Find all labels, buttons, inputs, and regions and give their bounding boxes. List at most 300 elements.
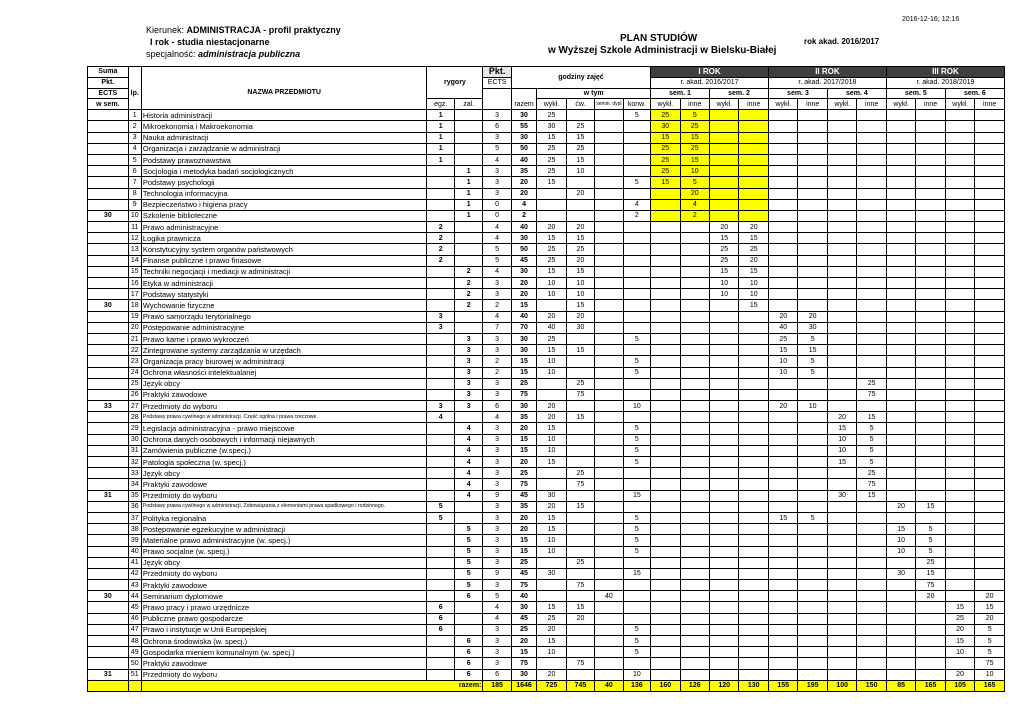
cell-s4-inne: 25	[857, 378, 886, 389]
plan-title: PLAN STUDIÓW	[620, 33, 698, 44]
cell-s5-inne: 25	[916, 557, 945, 568]
cell-egz	[427, 210, 454, 221]
cell-lp: 31	[128, 445, 141, 456]
cell-s1-wykl	[651, 479, 680, 490]
cell-wykl	[537, 468, 566, 479]
cell-s1-wykl: 30	[651, 121, 680, 132]
cell-konw	[623, 345, 650, 356]
total-razem: 1646	[511, 680, 536, 691]
cell-s2-inne	[739, 501, 769, 512]
cell-s4-inne	[857, 300, 886, 311]
cell-nazwa: Przedmioty do wyboru	[141, 669, 427, 680]
cell-s4-wykl	[827, 289, 856, 300]
cell-suma	[88, 166, 129, 177]
cell-s4-inne: 75	[857, 479, 886, 490]
cell-lp: 38	[128, 524, 141, 535]
cell-wykl: 10	[537, 434, 566, 445]
cell-zal	[454, 501, 482, 512]
cell-egz	[427, 490, 454, 501]
cell-egz	[427, 333, 454, 344]
cell-semin	[595, 535, 623, 546]
cell-s6-inne: 20	[975, 613, 1005, 624]
cell-s6-wykl	[945, 512, 974, 523]
total-s4-wykl: 100	[827, 680, 856, 691]
cell-suma	[88, 311, 129, 322]
cell-s6-wykl	[945, 345, 974, 356]
cell-cw	[566, 568, 594, 579]
cell-s3-inne	[798, 210, 827, 221]
cell-egz: 1	[427, 121, 454, 132]
header-sem-2: sem. 2	[710, 88, 769, 99]
cell-s5-wykl	[886, 143, 915, 154]
cell-s3-inne	[798, 412, 827, 423]
cell-s3-wykl	[768, 557, 797, 568]
col-egz: egz.	[427, 99, 454, 110]
cell-zal: 6	[454, 669, 482, 680]
cell-s2-inne	[739, 524, 769, 535]
cell-lp: 44	[128, 591, 141, 602]
cell-razem: 20	[511, 278, 536, 289]
cell-lp: 35	[128, 490, 141, 501]
cell-lp: 13	[128, 244, 141, 255]
cell-s4-inne	[857, 255, 886, 266]
cell-konw	[623, 255, 650, 266]
cell-pkt: 4	[483, 613, 511, 624]
cell-s3-inne	[798, 121, 827, 132]
table-row	[88, 188, 1005, 199]
cell-suma	[88, 222, 129, 233]
total-s4-inne: 150	[857, 680, 886, 691]
cell-s4-inne	[857, 110, 886, 121]
cell-wykl: 15	[537, 132, 566, 143]
cell-lp: 27	[128, 401, 141, 412]
cell-zal	[454, 613, 482, 624]
cell-semin	[595, 345, 623, 356]
cell-pkt: 3	[483, 580, 511, 591]
cell-nazwa: Prawo karne i prawo wykroczeń	[141, 333, 427, 344]
cell-s1-wykl	[651, 412, 680, 423]
cell-s2-inne: 15	[739, 300, 769, 311]
cell-s5-wykl	[886, 401, 915, 412]
cell-egz	[427, 266, 454, 277]
cell-zal	[454, 512, 482, 523]
total-blank-suma	[88, 680, 129, 691]
cell-razem: 20	[511, 524, 536, 535]
cell-s5-inne: 15	[916, 501, 945, 512]
cell-s6-inne	[975, 501, 1005, 512]
cell-lp: 46	[128, 613, 141, 624]
table-row	[88, 468, 1005, 479]
cell-s5-wykl	[886, 166, 915, 177]
cell-s6-wykl	[945, 188, 974, 199]
cell-s6-inne	[975, 154, 1005, 165]
cell-cw	[566, 210, 594, 221]
cell-s4-inne	[857, 647, 886, 658]
cell-s2-wykl	[710, 613, 739, 624]
cell-s6-wykl	[945, 244, 974, 255]
cell-s1-wykl	[651, 647, 680, 658]
cell-s2-wykl	[710, 121, 739, 132]
cell-s1-inne: 15	[680, 132, 709, 143]
cell-lp: 8	[128, 188, 141, 199]
cell-s3-inne	[798, 624, 827, 635]
cell-cw	[566, 490, 594, 501]
cell-s2-inne	[739, 154, 769, 165]
table-row	[88, 233, 1005, 244]
cell-s4-inne	[857, 546, 886, 557]
cell-semin	[595, 132, 623, 143]
cell-razem: 45	[511, 568, 536, 579]
cell-pkt: 3	[483, 524, 511, 535]
cell-s6-wykl: 25	[945, 613, 974, 624]
cell-s6-wykl	[945, 401, 974, 412]
cell-suma	[88, 479, 129, 490]
cell-zal: 4	[454, 434, 482, 445]
cell-cw	[566, 512, 594, 523]
cell-s6-inne	[975, 568, 1005, 579]
cell-wykl: 30	[537, 490, 566, 501]
cell-s6-inne	[975, 143, 1005, 154]
cell-egz	[427, 278, 454, 289]
cell-nazwa: Prawo administracyjne	[141, 222, 427, 233]
cell-s3-inne	[798, 188, 827, 199]
cell-konw: 5	[623, 535, 650, 546]
cell-s1-inne	[680, 367, 709, 378]
cell-s1-wykl	[651, 300, 680, 311]
cell-lp: 23	[128, 356, 141, 367]
cell-s2-wykl	[710, 333, 739, 344]
cell-semin	[595, 490, 623, 501]
cell-pkt: 3	[483, 177, 511, 188]
cell-s2-wykl	[710, 580, 739, 591]
cell-cw	[566, 445, 594, 456]
cell-s5-inne	[916, 367, 945, 378]
cell-nazwa: Język obcy	[141, 378, 427, 389]
header-rok-3: III ROK	[886, 67, 1004, 78]
table-row	[88, 546, 1005, 557]
cell-s4-inne	[857, 602, 886, 613]
cell-semin	[595, 401, 623, 412]
cell-nazwa: Organizacja i zarządzanie w administracji	[141, 143, 427, 154]
header-akad-2: r. akad. 2017/2018	[768, 77, 886, 88]
cell-s5-wykl	[886, 266, 915, 277]
cell-s1-inne	[680, 636, 709, 647]
cell-nazwa: Mikroekonomia i Makroekonomia	[141, 121, 427, 132]
cell-cw: 25	[566, 557, 594, 568]
cell-s2-inne: 20	[739, 222, 769, 233]
cell-konw	[623, 166, 650, 177]
cell-s3-wykl	[768, 479, 797, 490]
cell-razem: 50	[511, 143, 536, 154]
cell-lp: 21	[128, 333, 141, 344]
cell-s3-wykl	[768, 199, 797, 210]
cell-s5-inne	[916, 222, 945, 233]
cell-nazwa: Język obcy	[141, 557, 427, 568]
cell-s4-inne	[857, 356, 886, 367]
cell-s5-wykl	[886, 333, 915, 344]
rok-akad: rok akad. 2016/2017	[804, 37, 880, 46]
cell-s4-wykl	[827, 636, 856, 647]
cell-s5-inne	[916, 457, 945, 468]
cell-suma	[88, 132, 129, 143]
specjalnosc-line	[146, 49, 300, 59]
cell-s6-inne	[975, 233, 1005, 244]
cell-s5-inne	[916, 468, 945, 479]
cell-s1-inne	[680, 580, 709, 591]
cell-lp: 40	[128, 546, 141, 557]
cell-lp: 42	[128, 568, 141, 579]
cell-suma	[88, 110, 129, 121]
cell-s5-inne	[916, 210, 945, 221]
cell-s1-wykl	[651, 669, 680, 680]
cell-s1-inne	[680, 624, 709, 635]
cell-semin	[595, 647, 623, 658]
cell-s5-wykl: 10	[886, 546, 915, 557]
cell-nazwa: Polityka regionalna	[141, 512, 427, 523]
cell-razem: 35	[511, 412, 536, 423]
cell-wykl: 25	[537, 143, 566, 154]
cell-s3-inne	[798, 658, 827, 669]
cell-suma	[88, 636, 129, 647]
cell-semin	[595, 154, 623, 165]
cell-wykl	[537, 210, 566, 221]
cell-s2-wykl: 10	[710, 278, 739, 289]
cell-nazwa: Prawo samorządu terytorialnego	[141, 311, 427, 322]
cell-s1-inne	[680, 389, 709, 400]
total-s6-wykl: 105	[945, 680, 974, 691]
cell-nazwa: Przedmioty do wyboru	[141, 490, 427, 501]
cell-suma	[88, 524, 129, 535]
cell-s3-inne	[798, 535, 827, 546]
cell-s5-inne	[916, 177, 945, 188]
cell-s5-inne	[916, 356, 945, 367]
cell-lp: 43	[128, 580, 141, 591]
cell-nazwa: Praktyki zawodowe	[141, 389, 427, 400]
cell-s3-inne	[798, 468, 827, 479]
cell-s1-inne	[680, 233, 709, 244]
col-s6-wykl: wykł.	[945, 99, 974, 110]
cell-lp: 9	[128, 199, 141, 210]
cell-suma	[88, 367, 129, 378]
cell-suma	[88, 378, 129, 389]
cell-konw: 5	[623, 434, 650, 445]
cell-s1-inne: 20	[680, 188, 709, 199]
table-body	[88, 110, 1005, 681]
cell-s1-wykl	[651, 244, 680, 255]
cell-s2-inne: 20	[739, 255, 769, 266]
cell-s5-inne	[916, 266, 945, 277]
cell-s4-inne	[857, 177, 886, 188]
cell-pkt: 3	[483, 278, 511, 289]
cell-s6-wykl	[945, 524, 974, 535]
cell-wykl	[537, 188, 566, 199]
table-row	[88, 244, 1005, 255]
cell-zal: 3	[454, 356, 482, 367]
cell-s1-wykl: 25	[651, 143, 680, 154]
cell-s4-inne	[857, 580, 886, 591]
cell-s6-inne	[975, 512, 1005, 523]
cell-s4-inne	[857, 636, 886, 647]
cell-s1-wykl	[651, 389, 680, 400]
cell-s4-wykl	[827, 110, 856, 121]
cell-s3-inne: 30	[798, 322, 827, 333]
cell-s6-inne	[975, 457, 1005, 468]
cell-cw	[566, 199, 594, 210]
cell-wykl: 25	[537, 110, 566, 121]
cell-s2-inne	[739, 457, 769, 468]
cell-konw	[623, 143, 650, 154]
cell-s2-wykl	[710, 143, 739, 154]
cell-s4-wykl	[827, 322, 856, 333]
cell-s6-wykl	[945, 535, 974, 546]
cell-egz	[427, 580, 454, 591]
cell-lp: 1	[128, 110, 141, 121]
cell-cw: 15	[566, 602, 594, 613]
cell-s4-wykl	[827, 266, 856, 277]
cell-s6-wykl	[945, 233, 974, 244]
cell-s4-wykl	[827, 669, 856, 680]
cell-wykl: 10	[537, 535, 566, 546]
total-s1-wykl: 160	[651, 680, 680, 691]
cell-pkt: 6	[483, 401, 511, 412]
kierunek-value: ADMINISTRACJA - profil praktyczny	[186, 25, 341, 35]
cell-zal	[454, 311, 482, 322]
cell-nazwa: Prawo i instytucje w Unii Europejskiej	[141, 624, 427, 635]
cell-nazwa: Nauka administracji	[141, 132, 427, 143]
cell-wykl: 15	[537, 177, 566, 188]
cell-egz	[427, 647, 454, 658]
cell-suma	[88, 333, 129, 344]
cell-zal	[454, 154, 482, 165]
col-pkt-blank	[483, 88, 511, 110]
cell-s3-inne	[798, 289, 827, 300]
cell-pkt: 4	[483, 602, 511, 613]
cell-s2-wykl	[710, 154, 739, 165]
cell-s2-inne	[739, 412, 769, 423]
cell-nazwa: Publiczne prawo gospodarcze	[141, 613, 427, 624]
cell-s6-inne	[975, 210, 1005, 221]
cell-s4-inne	[857, 535, 886, 546]
cell-zal	[454, 624, 482, 635]
cell-s6-wykl	[945, 300, 974, 311]
cell-s3-inne: 5	[798, 356, 827, 367]
cell-s5-inne	[916, 300, 945, 311]
cell-s3-wykl	[768, 210, 797, 221]
cell-konw: 5	[623, 647, 650, 658]
cell-s6-wykl	[945, 143, 974, 154]
cell-pkt: 3	[483, 624, 511, 635]
cell-pkt: 4	[483, 154, 511, 165]
header-sem-3: sem. 3	[768, 88, 827, 99]
cell-s6-wykl	[945, 658, 974, 669]
cell-nazwa: Ochrona środowiska (w. specj.)	[141, 636, 427, 647]
total-pkt: 185	[483, 680, 511, 691]
col-s1-wykl: wykł.	[651, 99, 680, 110]
cell-s5-wykl	[886, 602, 915, 613]
cell-suma	[88, 143, 129, 154]
cell-s5-inne	[916, 445, 945, 456]
cell-s2-inne	[739, 658, 769, 669]
cell-s6-wykl	[945, 177, 974, 188]
cell-egz	[427, 378, 454, 389]
cell-s3-wykl	[768, 412, 797, 423]
cell-zal: 3	[454, 378, 482, 389]
cell-razem: 30	[511, 110, 536, 121]
cell-lp: 11	[128, 222, 141, 233]
cell-razem: 2	[511, 210, 536, 221]
cell-s4-inne	[857, 557, 886, 568]
cell-s1-wykl	[651, 636, 680, 647]
cell-s4-wykl: 10	[827, 445, 856, 456]
cell-s5-wykl	[886, 210, 915, 221]
cell-semin	[595, 110, 623, 121]
cell-egz: 2	[427, 255, 454, 266]
cell-s4-wykl: 30	[827, 490, 856, 501]
cell-s5-wykl	[886, 300, 915, 311]
cell-s2-wykl	[710, 568, 739, 579]
cell-s3-wykl: 15	[768, 512, 797, 523]
cell-s2-inne	[739, 132, 769, 143]
cell-s6-inne	[975, 311, 1005, 322]
cell-cw	[566, 434, 594, 445]
cell-semin	[595, 580, 623, 591]
kierunek-line	[146, 25, 341, 35]
cell-s3-wykl	[768, 166, 797, 177]
cell-s5-wykl	[886, 580, 915, 591]
cell-s4-inne	[857, 367, 886, 378]
timestamp: 2016-12-16; 12:16	[902, 16, 960, 23]
cell-zal	[454, 233, 482, 244]
cell-nazwa: Zamówienia publiczne (w.specj.)	[141, 445, 427, 456]
cell-s4-wykl: 15	[827, 423, 856, 434]
cell-konw: 15	[623, 490, 650, 501]
cell-pkt: 2	[483, 367, 511, 378]
cell-s6-wykl	[945, 568, 974, 579]
cell-nazwa: Konstytucyjny system organów państwowych	[141, 244, 427, 255]
cell-s5-inne	[916, 188, 945, 199]
cell-cw: 15	[566, 233, 594, 244]
cell-razem: 75	[511, 479, 536, 490]
cell-konw	[623, 278, 650, 289]
cell-s4-wykl	[827, 378, 856, 389]
cell-s1-inne	[680, 300, 709, 311]
cell-s1-inne	[680, 546, 709, 557]
table-row	[88, 412, 1005, 423]
cell-s5-wykl	[886, 154, 915, 165]
cell-razem: 20	[511, 177, 536, 188]
cell-s6-wykl	[945, 166, 974, 177]
table-row	[88, 490, 1005, 501]
cell-s3-inne	[798, 143, 827, 154]
cell-pkt: 3	[483, 110, 511, 121]
cell-s1-inne	[680, 311, 709, 322]
cell-s4-inne	[857, 669, 886, 680]
total-s2-wykl: 120	[710, 680, 739, 691]
cell-nazwa: Legislacja administracyjna - prawo miejscowe	[141, 423, 427, 434]
cell-zal: 3	[454, 389, 482, 400]
cell-razem: 20	[511, 636, 536, 647]
cell-s6-wykl	[945, 121, 974, 132]
cell-pkt: 3	[483, 557, 511, 568]
cell-s4-wykl: 15	[827, 457, 856, 468]
cell-s3-inne	[798, 199, 827, 210]
cell-s5-inne	[916, 512, 945, 523]
cell-s1-inne	[680, 222, 709, 233]
cell-s5-wykl	[886, 367, 915, 378]
table-row	[88, 389, 1005, 400]
cell-s2-wykl	[710, 479, 739, 490]
cell-razem: 75	[511, 658, 536, 669]
